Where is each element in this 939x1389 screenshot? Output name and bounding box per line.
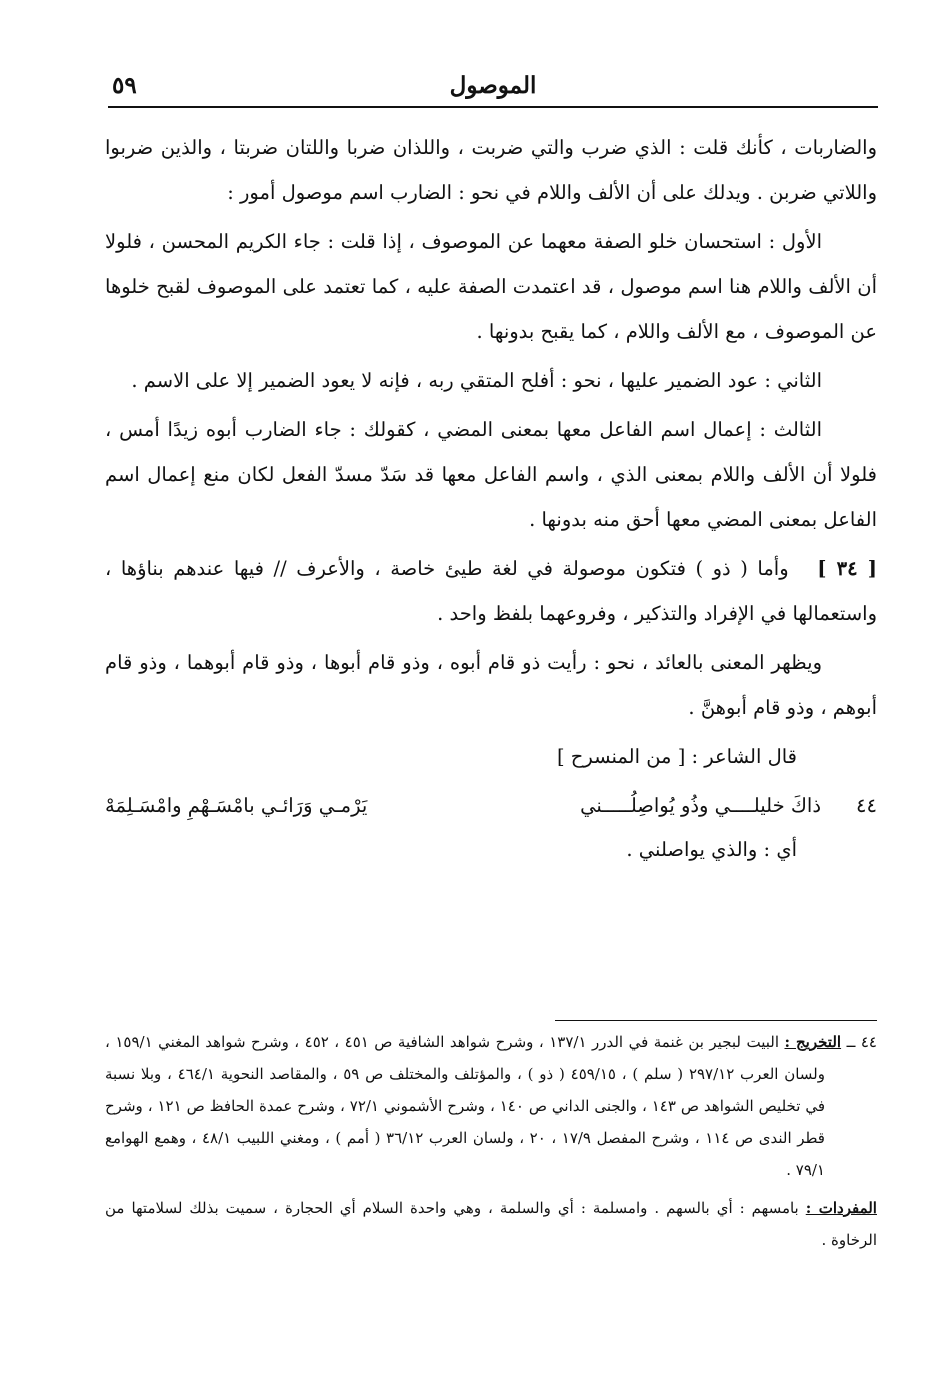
paragraph-1: والضاربات ، كأنك قلت : الذي ضرب والتي ضربت ، واللذان ضربا واللتان ضربتا ، والذين ضربوا واللاتي ضربن . ويدلك على أن الألف واللام في نحو : الضارب اسم موصول أمور : xyxy=(105,136,877,204)
footnote-number: ٤٤ ــ xyxy=(846,1033,877,1051)
takhrij-body: البيت لبجير بن غنمة في الدرر ١٣٧/١ ، وشرح شواهد الشافية ص ٤٥١ ، ٤٥٢ ، وشرح شواهد المغني ١٥٩/١ ، ولسان العرب ٢٩٧/١٢ ( سلم ) ، ٤٥٩/١٥ ( ذو ) ، والمؤتلف والمختلف ص ٥٩ ، والمقاصد النحوية ٤٦٤/١ ، وبلا نسبة في تخليص الشواهد ص ١٤٣ ، والجنى الداني ص ١٤٠ ، وشرح الأشموني ٧٢/١ ، وشرح عمدة الحافظ ص ١٢١ ، وشرح قطر الندى ص ١١٤ ، وشرح المفصل ١٧/٩ ، ٢٠ ، ولسان العرب ٣٦/١٢ ( أمم ) ، ومغني اللبيب ٤٨/١ ، وهمع الهوامع ٧٩/١ . xyxy=(105,1033,825,1179)
footnote-takhrij-text xyxy=(105,1026,877,1186)
main-text xyxy=(105,125,877,876)
page-number: ٥٩ xyxy=(112,72,137,99)
footnotes xyxy=(105,1026,877,1262)
paragraph-4: الثالث : إعمال اسم الفاعل معها بمعنى المضي ، كقولك : جاء الضارب أبوه زيدًا أمس ، فلولا أن الألف واللام بمعنى الذي ، واسم الفاعل معها قد سَدّ مسدّ الفعل لكان منع إعمال اسم الفاعل بمعنى المضي معها أحق منه بدونها . xyxy=(105,418,877,531)
paragraph-5-text: وأما ( ذو ) فتكون موصولة في لغة طيئ خاصة ، والأعرف // فيها عندهم بناؤها ، واستعمالها في الإفراد والتذكير ، وفروعهما بلفظ واحد . xyxy=(105,557,877,625)
paragraph-3: الثاني : عود الضمير عليها ، نحو : أفلح المتقي ربه ، فإنه لا يعود الضمير إلا على الاسم . xyxy=(131,369,822,392)
verse-second-hemistich: يَرْمـي وَرَائـي بامْسَـهْمِ وامْسَـلِمَهْ xyxy=(105,793,368,817)
paragraph-2: الأول : استحسان خلو الصفة معهما عن الموصوف ، إذا قلت : جاء الكريم المحسن ، فلولا أن الألف واللام هنا اسم موصول ، قد اعتمدت الصفة عليه ، كما تعتمد على الموصوف لقبح خلوها عن الموصوف ، مع الألف واللام ، كما يقبح بدونها . xyxy=(105,230,877,343)
mufradat-label: المفردات : xyxy=(805,1199,877,1217)
section-number: [ ٣٤ ] xyxy=(817,557,877,580)
takhrij-label: التخريج : xyxy=(784,1033,842,1051)
verse-first-hemistich: ذاكَ خليلــــي وذُو يُواصِلُـــــني xyxy=(580,793,821,817)
mufradat-body: بامسهم : أي بالسهم . وامسلمة : أي والسلمة ، وهي واحدة السلام أي الحجارة ، سميت بذلك لسلامتها من الرخاوة . xyxy=(105,1199,877,1249)
verse-line xyxy=(105,783,877,827)
poet-intro: قال الشاعر : [ من المنسرح ] xyxy=(556,745,797,768)
verse-gloss: أي : والذي يواصلني . xyxy=(626,838,797,861)
footnote-takhrij xyxy=(105,1026,877,1186)
footnote-divider xyxy=(555,1020,877,1021)
paragraph-5 xyxy=(105,546,877,636)
paragraph-6: ويظهر المعنى بالعائد ، نحو : رأيت ذو قام أبوه ، وذو قام أبوها ، وذو قام أبوهما ، وذو قام أبوهم ، وذو قام أبوهنَّ . xyxy=(105,651,877,719)
running-title: الموصول xyxy=(449,72,537,99)
verse-number: ٤٤ xyxy=(856,793,877,817)
page-header xyxy=(108,70,878,108)
footnote-mufradat xyxy=(105,1192,877,1256)
